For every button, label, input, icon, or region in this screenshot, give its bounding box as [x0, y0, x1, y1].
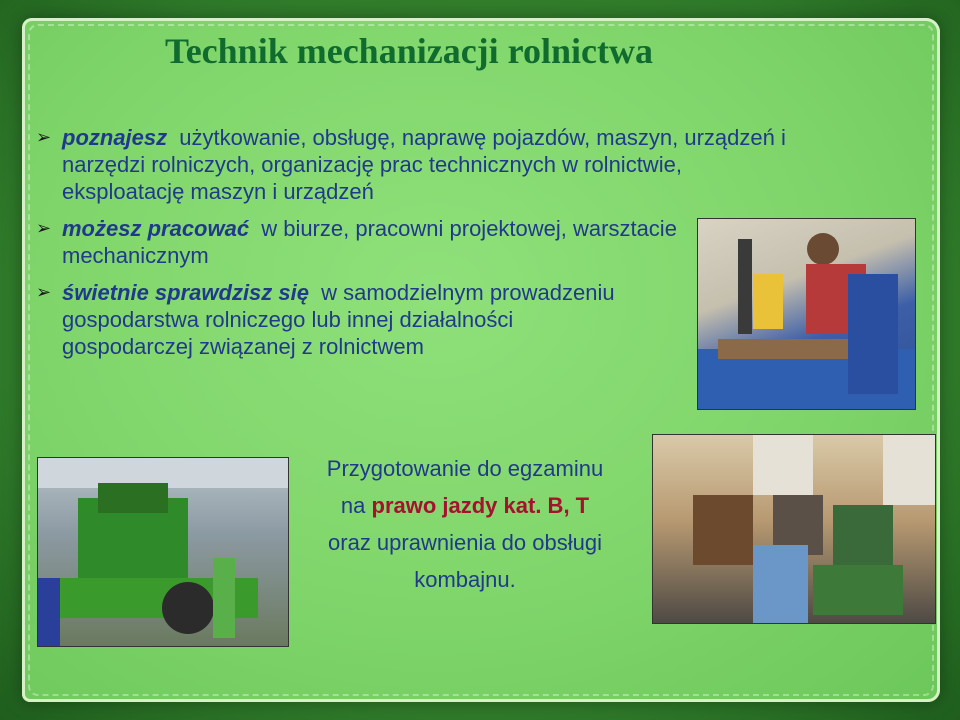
- bullet-text: w biurze, pracowni projektowej, warsztacie mechanicznym: [62, 216, 677, 268]
- bullet-item: [36, 215, 722, 269]
- arrow-bullet-icon: ➢: [36, 218, 52, 238]
- caption-line: kombajnu.: [414, 567, 516, 592]
- slide-title: Technik mechanizacji rolnictwa: [165, 31, 653, 71]
- bullet-text: użytkowanie, obsługę, naprawę pojazdów, maszyn, urządzeń i narzędzi rolniczych, organizację prac technicznych w rolnictwie, eksploatację maszyn i urządzeń: [62, 125, 786, 204]
- harvester-illustration: [38, 458, 288, 646]
- bullet-list: [36, 124, 796, 370]
- bullet-item: [36, 279, 622, 360]
- bullet-lead: poznajesz: [62, 125, 168, 150]
- combine-harvester-photo: [37, 457, 289, 647]
- caption-text: na: [340, 493, 366, 518]
- bullet-item: [36, 124, 796, 205]
- caption-line: [290, 487, 640, 524]
- workshop-illustration: [698, 219, 915, 409]
- arrow-bullet-icon: ➢: [36, 127, 52, 147]
- exam-caption: [290, 450, 640, 598]
- workshop-photo: [697, 218, 916, 410]
- caption-line: Przygotowanie do egzaminu: [326, 456, 604, 481]
- class-illustration: [653, 435, 935, 623]
- arrow-bullet-icon: ➢: [36, 282, 52, 302]
- caption-highlight: prawo jazdy kat. B, T: [371, 493, 590, 518]
- caption-line: oraz uprawnienia do obsługi: [328, 530, 602, 555]
- bullet-lead: możesz pracować: [62, 216, 250, 241]
- bullet-lead: świetnie sprawdzisz się: [62, 280, 309, 305]
- workshop-class-photo: [652, 434, 936, 624]
- bullet-text: w samodzielnym prowadzeniu gospodarstwa rolniczego lub innej działalności gospodarczej związanej z rolnictwem: [62, 280, 615, 359]
